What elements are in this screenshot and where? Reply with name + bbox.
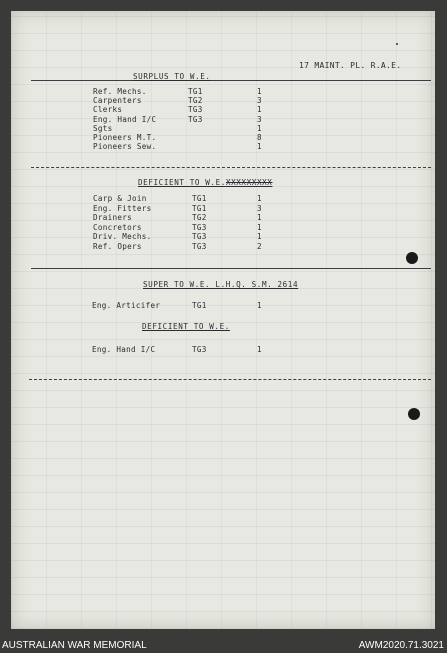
rule-1 bbox=[31, 167, 431, 168]
footer-right: AWM2020.71.3021 bbox=[358, 640, 444, 651]
trade-cell: Carp & Join bbox=[93, 194, 147, 203]
grade-cell: TG1 bbox=[192, 194, 207, 203]
qty-cell: 1 bbox=[257, 222, 262, 232]
trade-cell: Clerks bbox=[93, 105, 123, 115]
trade-cell: Eng. Fitters bbox=[93, 203, 152, 213]
qty-cell: 3 bbox=[257, 203, 262, 213]
qty-cell: 3 bbox=[257, 114, 262, 124]
qty-cell: 1 bbox=[257, 123, 262, 133]
qty-cell: 1 bbox=[257, 345, 262, 354]
grade-cell: TG3 bbox=[192, 222, 207, 232]
qty-cell: 1 bbox=[257, 105, 262, 115]
document-page bbox=[11, 11, 435, 629]
grade-cell: TG2 bbox=[188, 96, 203, 106]
trade-cell: Ref. Opers bbox=[93, 242, 142, 251]
surplus-heading: SURPLUS TO W.E. bbox=[133, 72, 211, 81]
qty-cell: 1 bbox=[257, 87, 262, 96]
footer-left: AUSTRALIAN WAR MEMORIAL bbox=[2, 640, 147, 651]
qty-cell: 1 bbox=[257, 194, 262, 203]
trade-cell: Pioneers M.T. bbox=[93, 133, 157, 142]
rule-3 bbox=[29, 379, 431, 380]
trade-cell: Drainers bbox=[93, 213, 132, 223]
trade-cell: Concretors bbox=[93, 222, 142, 232]
grade-cell: TG1 bbox=[192, 301, 207, 310]
grade-cell: TG3 bbox=[188, 114, 203, 124]
trade-cell: Eng. Hand I/C bbox=[92, 345, 156, 354]
qty-cell: 1 bbox=[257, 301, 262, 310]
qty-cell: 1 bbox=[257, 142, 262, 152]
qty-cell: 3 bbox=[257, 96, 262, 106]
unit-heading: 17 MAINT. PL. R.A.E. bbox=[299, 61, 402, 70]
deficient-heading: DEFICIENT TO W.E.XXXXXXXXX bbox=[138, 178, 273, 187]
rule-2 bbox=[31, 268, 431, 269]
qty-cell: 2 bbox=[257, 242, 262, 251]
trade-cell: Driv. Mechs. bbox=[93, 232, 152, 242]
grade-cell: TG1 bbox=[188, 87, 203, 96]
grade-cell: TG3 bbox=[192, 242, 207, 251]
grade-cell: TG3 bbox=[192, 345, 207, 354]
ink-mark bbox=[396, 43, 398, 45]
qty-cell: 1 bbox=[257, 232, 262, 242]
trade-cell: Eng. Hand I/C bbox=[93, 114, 157, 124]
grade-cell: TG1 bbox=[192, 203, 207, 213]
deficient2-heading: DEFICIENT TO W.E. bbox=[142, 322, 230, 331]
punch-hole bbox=[408, 408, 420, 420]
trade-cell: Sgts bbox=[93, 123, 113, 133]
qty-cell: 8 bbox=[257, 133, 262, 142]
trade-cell: Ref. Mechs. bbox=[93, 87, 147, 96]
grade-cell: TG3 bbox=[188, 105, 203, 115]
rule-top bbox=[31, 80, 431, 81]
grade-cell: TG2 bbox=[192, 213, 207, 223]
trade-cell: Pioneers Sew. bbox=[93, 142, 157, 152]
super-lhq-heading: SUPER TO W.E. L.H.Q. S.M. 2614 bbox=[143, 280, 299, 289]
trade-cell: Carpenters bbox=[93, 96, 142, 106]
grade-cell: TG3 bbox=[192, 232, 207, 242]
punch-hole bbox=[406, 252, 418, 264]
trade-cell: Eng. Articifer bbox=[92, 301, 161, 310]
qty-cell: 1 bbox=[257, 213, 262, 223]
